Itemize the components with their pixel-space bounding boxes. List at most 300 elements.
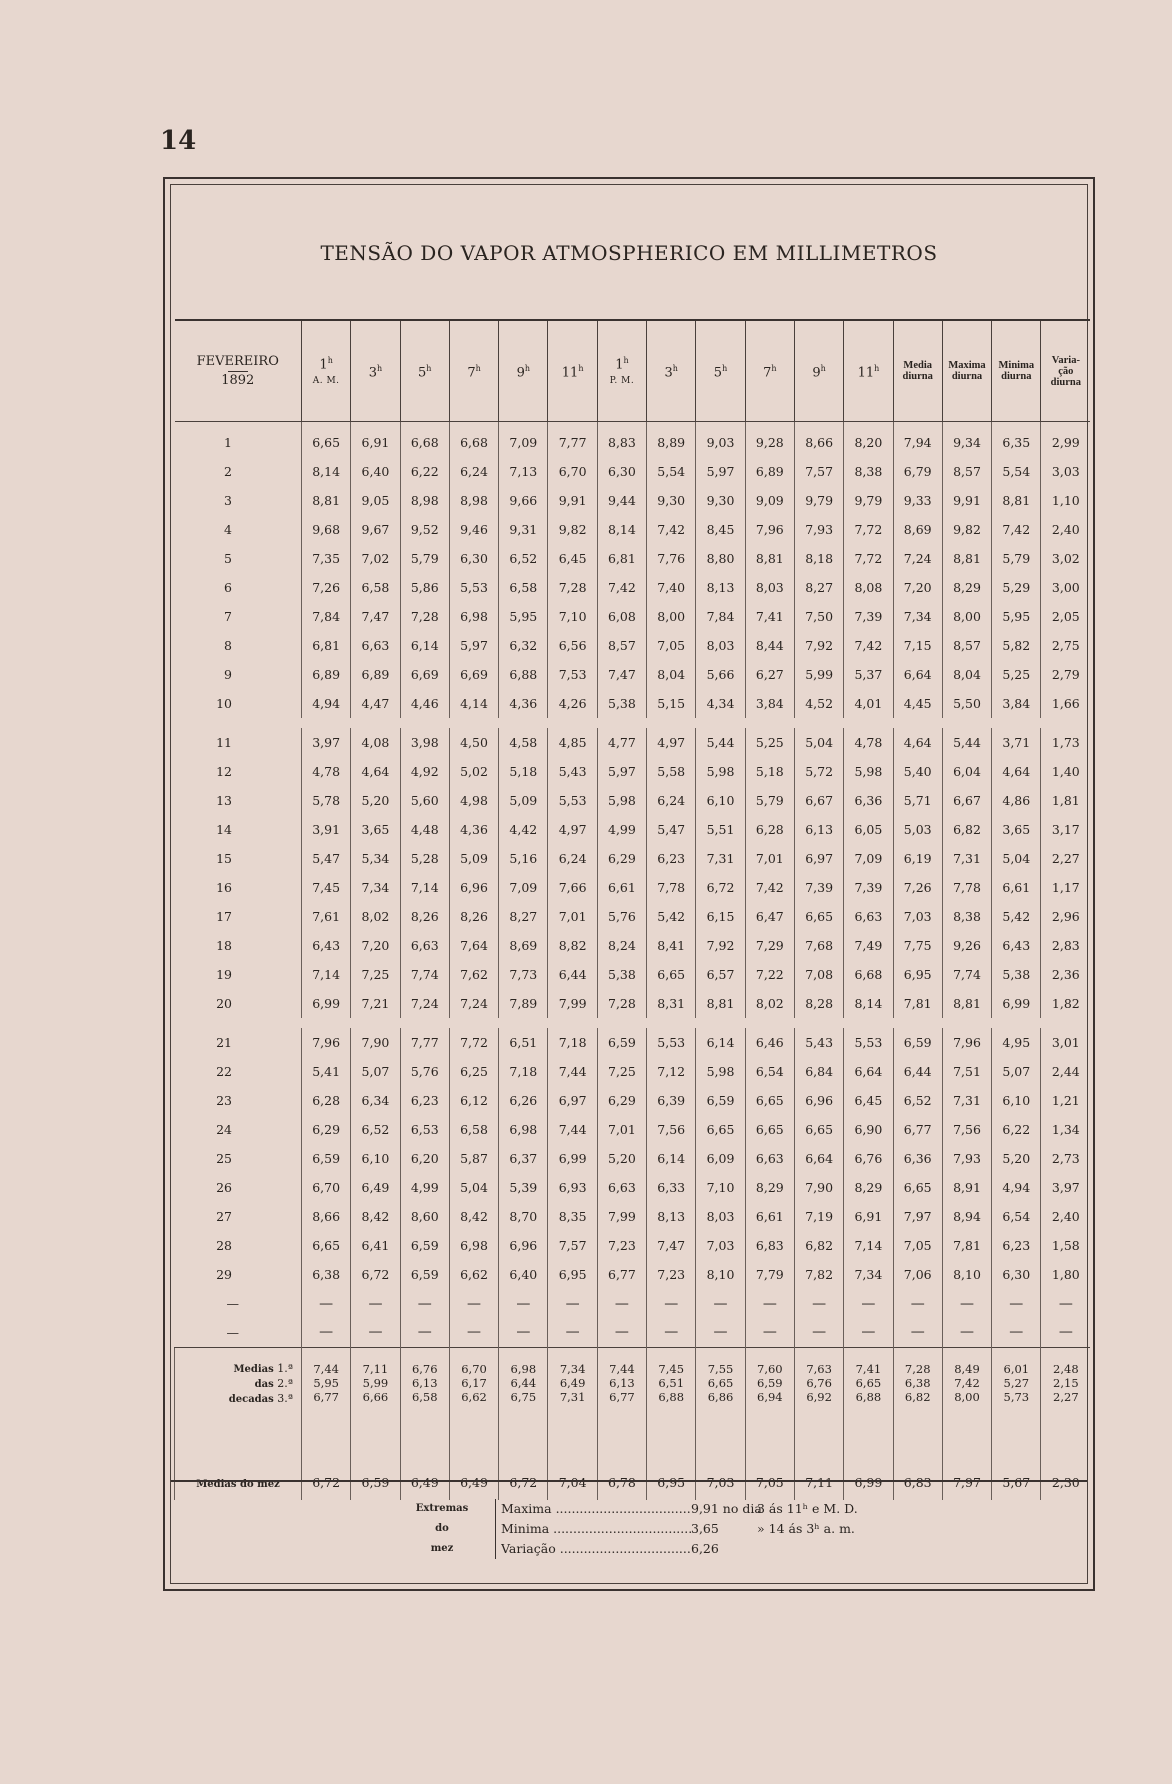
day-cell: 7 (224, 609, 232, 624)
dash-cell: — (893, 1289, 942, 1318)
table-row (175, 660, 1091, 689)
decade-means-label: Medias 1.ª das 2.ª decadas 3.ª (175, 1347, 302, 1428)
value-cell: 6,49 (351, 1173, 400, 1202)
value-cell: 7,42 (745, 873, 794, 902)
value-cell: 6,95 (548, 1260, 597, 1289)
value-cell: 6,96 (499, 1231, 548, 1260)
dash-cell: — (696, 1318, 745, 1347)
value-cell: 5,42 (992, 902, 1041, 931)
value-cell: 6,82 (794, 1231, 843, 1260)
value-cell: 7,12 (647, 1057, 696, 1086)
value-cell: 7,49 (844, 931, 893, 960)
value-cell: 9,66 (499, 486, 548, 515)
value-cell: 2,79 (1041, 660, 1090, 689)
value-cell: 6,33 (647, 1173, 696, 1202)
value-cell: 6,52 (351, 1115, 400, 1144)
value-cell: 7,56 (647, 1115, 696, 1144)
value-cell: 8,28 (794, 989, 843, 1018)
value-cell: 6,67 (942, 786, 991, 815)
value-cell: 9,52 (400, 515, 449, 544)
table-inner-frame (170, 184, 1088, 1584)
value-cell: 8,81 (992, 486, 1041, 515)
extreme-variacao-value: 6,26 (691, 1541, 719, 1556)
value-cell: 6,64 (893, 660, 942, 689)
value-cell: 3,03 (1041, 457, 1090, 486)
value-cell: 7,26 (893, 873, 942, 902)
value-cell: 6,82 (942, 815, 991, 844)
value-cell: 7,35 (302, 544, 351, 573)
value-cell: 6,65 (794, 1115, 843, 1144)
value-cell: 2,99 (1041, 428, 1090, 457)
vapor-tension-table (174, 319, 1090, 1500)
value-cell: 5,43 (548, 757, 597, 786)
value-cell: 6,61 (597, 873, 646, 902)
dash-cell: — (499, 1318, 548, 1347)
value-cell: 6,93 (548, 1173, 597, 1202)
value-cell: 4,99 (597, 815, 646, 844)
value-cell: 7,96 (942, 1028, 991, 1057)
value-cell: 8,57 (942, 631, 991, 660)
value-cell: 8,08 (844, 573, 893, 602)
day-cell: 14 (216, 822, 232, 837)
dash-cell: — (794, 1289, 843, 1318)
value-cell: 9,26 (942, 931, 991, 960)
table-header-row (175, 320, 1091, 422)
value-cell: 4,45 (893, 689, 942, 718)
value-cell: 7,97 (893, 1202, 942, 1231)
value-cell: 9,67 (351, 515, 400, 544)
value-cell: 6,09 (696, 1144, 745, 1173)
value-cell: 7,05 (647, 631, 696, 660)
table-body (175, 422, 1091, 1500)
value-cell: 2,40 (1041, 1202, 1090, 1231)
value-cell: 7,62 (449, 960, 498, 989)
value-cell: 7,96 (745, 515, 794, 544)
value-cell: 5,76 (597, 902, 646, 931)
value-cell: 5,51 (696, 815, 745, 844)
extreme-minima-value: 3,65 (691, 1521, 719, 1536)
dash-cell: — (226, 1324, 239, 1340)
dash-cell: — (844, 1318, 893, 1347)
value-cell: 4,48 (400, 815, 449, 844)
month-mean-cell: 7,11 (794, 1428, 843, 1500)
value-cell: 5,09 (499, 786, 548, 815)
day-cell: 8 (224, 638, 232, 653)
value-cell: 1,58 (1041, 1231, 1090, 1260)
value-cell: 4,14 (449, 689, 498, 718)
value-cell: 7,72 (449, 1028, 498, 1057)
day-cell: 1 (224, 435, 232, 450)
day-cell: 9 (224, 667, 232, 682)
value-cell: 6,41 (351, 1231, 400, 1260)
day-cell: 3 (224, 493, 232, 508)
dash-cell: — (548, 1318, 597, 1347)
value-cell: 6,67 (794, 786, 843, 815)
extremes-label-3: mez (430, 1543, 454, 1554)
value-cell: 4,99 (400, 1173, 449, 1202)
value-cell: 9,03 (696, 428, 745, 457)
day-cell: 13 (216, 793, 232, 808)
value-cell: 6,15 (696, 902, 745, 931)
extreme-maxima-value: 9,91 no dia (691, 1501, 762, 1516)
hour-header-5: 9$^h$ (499, 320, 548, 422)
value-cell: 8,29 (942, 573, 991, 602)
value-cell: 6,95 (893, 960, 942, 989)
dash-cell: — (548, 1289, 597, 1318)
value-cell: 8,80 (696, 544, 745, 573)
value-cell: 7,39 (844, 873, 893, 902)
month-mean-cell: 7,04 (548, 1428, 597, 1500)
value-cell: 5,09 (449, 844, 498, 873)
day-cell: 29 (216, 1267, 232, 1282)
value-cell: 5,71 (893, 786, 942, 815)
value-cell: 7,76 (647, 544, 696, 573)
value-cell: 5,53 (548, 786, 597, 815)
value-cell: 6,28 (302, 1086, 351, 1115)
value-cell: 6,08 (597, 602, 646, 631)
value-cell: 7,28 (548, 573, 597, 602)
table-title: TENSÃO DO VAPOR ATMOSPHERICO EM MILLIMETROS (320, 241, 938, 265)
value-cell: 2,96 (1041, 902, 1090, 931)
value-cell: 6,64 (794, 1144, 843, 1173)
value-cell: 3,01 (1041, 1028, 1090, 1057)
value-cell: 5,20 (992, 1144, 1041, 1173)
value-cell: 7,79 (745, 1260, 794, 1289)
value-cell: 6,84 (794, 1057, 843, 1086)
value-cell: 9,68 (302, 515, 351, 544)
table-row (175, 728, 1091, 757)
value-cell: 6,97 (794, 844, 843, 873)
table-row (175, 602, 1091, 631)
value-cell: 9,09 (745, 486, 794, 515)
dash-cell: — (400, 1289, 449, 1318)
value-cell: 3,65 (351, 815, 400, 844)
value-cell: 7,77 (400, 1028, 449, 1057)
value-cell: 7,01 (597, 1115, 646, 1144)
value-cell: 8,13 (696, 573, 745, 602)
value-cell: 6,24 (647, 786, 696, 815)
value-cell: 9,30 (696, 486, 745, 515)
value-cell: 7,74 (400, 960, 449, 989)
day-cell: 23 (216, 1093, 232, 1108)
value-cell: 7,05 (893, 1231, 942, 1260)
value-cell: 7,28 (597, 989, 646, 1018)
value-cell: 6,97 (548, 1086, 597, 1115)
month-mean-cell: 7,05 (745, 1428, 794, 1500)
value-cell: 7,23 (647, 1260, 696, 1289)
value-cell: 8,29 (844, 1173, 893, 1202)
value-cell: 3,65 (992, 815, 1041, 844)
value-cell: 4,78 (844, 728, 893, 757)
value-cell: 6,14 (400, 631, 449, 660)
value-cell: 2,27 (1041, 844, 1090, 873)
value-cell: 6,29 (597, 1086, 646, 1115)
month-mean-cell: 6,49 (400, 1428, 449, 1500)
day-cell: 11 (216, 735, 232, 750)
hour-header-4: 7$^h$ (449, 320, 498, 422)
value-cell: 7,51 (942, 1057, 991, 1086)
value-cell: 6,65 (794, 902, 843, 931)
value-cell: 5,79 (400, 544, 449, 573)
value-cell: 4,52 (794, 689, 843, 718)
value-cell: 6,89 (745, 457, 794, 486)
value-cell: 4,64 (893, 728, 942, 757)
hour-header-6: 11$^h$ (548, 320, 597, 422)
day-cell: 18 (216, 938, 232, 953)
value-cell: 6,58 (499, 573, 548, 602)
month-mean-cell: 6,95 (647, 1428, 696, 1500)
value-cell: 6,12 (449, 1086, 498, 1115)
value-cell: 7,81 (893, 989, 942, 1018)
value-cell: 6,79 (893, 457, 942, 486)
value-cell: 4,78 (302, 757, 351, 786)
value-cell: 7,08 (794, 960, 843, 989)
value-cell: 6,81 (302, 631, 351, 660)
value-cell: 1,17 (1041, 873, 1090, 902)
value-cell: 7,45 (302, 873, 351, 902)
value-cell: 5,20 (351, 786, 400, 815)
value-cell: 4,97 (548, 815, 597, 844)
value-cell: 6,64 (844, 1057, 893, 1086)
value-cell: 6,70 (302, 1173, 351, 1202)
day-cell: 28 (216, 1238, 232, 1253)
dash-cell: — (302, 1318, 351, 1347)
month-mean-cell: 5,67 (992, 1428, 1041, 1500)
value-cell: 3,97 (1041, 1173, 1090, 1202)
value-cell: 5,47 (647, 815, 696, 844)
value-cell: 7,61 (302, 902, 351, 931)
value-cell: 7,68 (794, 931, 843, 960)
value-cell: 7,18 (499, 1057, 548, 1086)
value-cell: 8,29 (745, 1173, 794, 1202)
value-cell: 5,47 (302, 844, 351, 873)
value-cell: 7,94 (893, 428, 942, 457)
decade-mean-cell: 7,34 6,49 7,31 (548, 1347, 597, 1428)
value-cell: 6,25 (449, 1057, 498, 1086)
value-cell: 7,31 (942, 1086, 991, 1115)
value-cell: 6,63 (844, 902, 893, 931)
value-cell: 7,14 (400, 873, 449, 902)
value-cell: 6,96 (449, 873, 498, 902)
value-cell: 5,50 (942, 689, 991, 718)
value-cell: 5,07 (351, 1057, 400, 1086)
value-cell: 7,14 (844, 1231, 893, 1260)
day-cell: 24 (216, 1122, 232, 1137)
value-cell: 3,71 (992, 728, 1041, 757)
value-cell: 5,25 (745, 728, 794, 757)
value-cell: 6,98 (499, 1115, 548, 1144)
value-cell: 7,47 (351, 602, 400, 631)
extreme-maxima-row (501, 1499, 1061, 1519)
value-cell: 6,63 (400, 931, 449, 960)
value-cell: 6,69 (400, 660, 449, 689)
dash-cell: — (597, 1289, 646, 1318)
value-cell: 8,44 (745, 631, 794, 660)
value-cell: 6,27 (745, 660, 794, 689)
value-cell: 6,90 (844, 1115, 893, 1144)
value-cell: 6,35 (992, 428, 1041, 457)
value-cell: 6,22 (992, 1115, 1041, 1144)
table-frame (163, 177, 1095, 1591)
dash-cell: — (992, 1289, 1041, 1318)
value-cell: 5,37 (844, 660, 893, 689)
extreme-maxima-name: Maxima ..... (501, 1499, 691, 1519)
value-cell: 2,83 (1041, 931, 1090, 960)
value-cell: 6,28 (745, 815, 794, 844)
value-cell: 4,64 (351, 757, 400, 786)
value-cell: 3,17 (1041, 815, 1090, 844)
decade-mean-cell: 7,45 6,51 6,88 (647, 1347, 696, 1428)
dash-cell: — (745, 1289, 794, 1318)
value-cell: 7,06 (893, 1260, 942, 1289)
value-cell: 7,74 (942, 960, 991, 989)
value-cell: 4,46 (400, 689, 449, 718)
value-cell: 5,40 (893, 757, 942, 786)
media-diurna-header: Media diurna (893, 320, 942, 422)
table-row (175, 902, 1091, 931)
value-cell: 5,02 (449, 757, 498, 786)
value-cell: 5,97 (597, 757, 646, 786)
value-cell: 9,05 (351, 486, 400, 515)
day-cell: 12 (216, 764, 232, 779)
value-cell: 6,44 (548, 960, 597, 989)
value-cell: 8,38 (844, 457, 893, 486)
value-cell: 7,24 (893, 544, 942, 573)
value-cell: 6,23 (400, 1086, 449, 1115)
value-cell: 8,82 (548, 931, 597, 960)
value-cell: 6,04 (942, 757, 991, 786)
value-cell: 7,92 (696, 931, 745, 960)
value-cell: 8,94 (942, 1202, 991, 1231)
dash-cell: — (1041, 1289, 1090, 1318)
extreme-minima-row (501, 1519, 1061, 1539)
value-cell: 5,87 (449, 1144, 498, 1173)
value-cell: 6,63 (745, 1144, 794, 1173)
dash-cell: — (597, 1318, 646, 1347)
decade-mean-cell: 7,41 6,65 6,88 (844, 1347, 893, 1428)
value-cell: 7,15 (893, 631, 942, 660)
hour-header-11: 9$^h$ (794, 320, 843, 422)
value-cell: 8,66 (794, 428, 843, 457)
value-cell: 7,77 (548, 428, 597, 457)
hour-header-7: 1$^h$ P. M. (597, 320, 646, 422)
decade-mean-cell: 6,76 6,13 6,58 (400, 1347, 449, 1428)
value-cell: 6,40 (351, 457, 400, 486)
value-cell: 6,72 (696, 873, 745, 902)
value-cell: 7,10 (548, 602, 597, 631)
value-cell: 4,97 (647, 728, 696, 757)
value-cell: 6,63 (597, 1173, 646, 1202)
value-cell: 5,79 (745, 786, 794, 815)
value-cell: 7,82 (794, 1260, 843, 1289)
value-cell: 6,30 (597, 457, 646, 486)
value-cell: 5,38 (992, 960, 1041, 989)
table-row (175, 786, 1091, 815)
dash-cell: — (449, 1289, 498, 1318)
value-cell: 7,24 (400, 989, 449, 1018)
value-cell: 3,91 (302, 815, 351, 844)
value-cell: 7,99 (548, 989, 597, 1018)
dash-cell: — (449, 1318, 498, 1347)
value-cell: 6,59 (597, 1028, 646, 1057)
value-cell: 4,95 (992, 1028, 1041, 1057)
value-cell: 6,45 (844, 1086, 893, 1115)
value-cell: 7,01 (548, 902, 597, 931)
value-cell: 7,31 (942, 844, 991, 873)
value-cell: 5,78 (302, 786, 351, 815)
value-cell: 8,81 (302, 486, 351, 515)
value-cell: 6,34 (351, 1086, 400, 1115)
value-cell: 4,58 (499, 728, 548, 757)
value-cell: 6,10 (992, 1086, 1041, 1115)
value-cell: 5,97 (696, 457, 745, 486)
value-cell: 8,57 (942, 457, 991, 486)
value-cell: 9,31 (499, 515, 548, 544)
value-cell: 5,15 (647, 689, 696, 718)
dash-cell: — (351, 1289, 400, 1318)
value-cell: 7,78 (647, 873, 696, 902)
value-cell: 5,28 (400, 844, 449, 873)
value-cell: 5,04 (449, 1173, 498, 1202)
value-cell: 8,81 (942, 989, 991, 1018)
month-year-header (175, 320, 302, 422)
value-cell: 6,43 (302, 931, 351, 960)
value-cell: 5,07 (992, 1057, 1041, 1086)
value-cell: 6,65 (893, 1173, 942, 1202)
hour-header-10: 7$^h$ (745, 320, 794, 422)
value-cell: 9,82 (548, 515, 597, 544)
value-cell: 5,98 (597, 786, 646, 815)
value-cell: 8,69 (893, 515, 942, 544)
extremes-label-2: do (435, 1523, 449, 1534)
day-cell: 10 (216, 696, 232, 711)
dash-cell: — (302, 1289, 351, 1318)
value-cell: 4,42 (499, 815, 548, 844)
value-cell: 7,13 (499, 457, 548, 486)
value-cell: 6,99 (548, 1144, 597, 1173)
value-cell: 5,20 (597, 1144, 646, 1173)
value-cell: 7,78 (942, 873, 991, 902)
value-cell: 5,82 (992, 631, 1041, 660)
value-cell: 3,00 (1041, 573, 1090, 602)
table-row (175, 428, 1091, 457)
value-cell: 6,98 (449, 602, 498, 631)
value-cell: 6,70 (548, 457, 597, 486)
value-cell: 8,89 (647, 428, 696, 457)
value-cell: 5,38 (597, 960, 646, 989)
value-cell: 2,05 (1041, 602, 1090, 631)
value-cell: 6,62 (449, 1260, 498, 1289)
value-cell: 7,10 (696, 1173, 745, 1202)
value-cell: 7,34 (893, 602, 942, 631)
value-cell: 5,53 (647, 1028, 696, 1057)
hour-header-2: 3$^h$ (351, 320, 400, 422)
value-cell: 6,59 (302, 1144, 351, 1173)
value-cell: 1,82 (1041, 989, 1090, 1018)
value-cell: 8,42 (449, 1202, 498, 1231)
value-cell: 1,73 (1041, 728, 1090, 757)
decade-mean-cell: 7,11 5,99 6,66 (351, 1347, 400, 1428)
value-cell: 6,30 (992, 1260, 1041, 1289)
value-cell: 5,25 (992, 660, 1041, 689)
table-row (175, 931, 1091, 960)
value-cell: 6,10 (351, 1144, 400, 1173)
page-number: 14 (160, 126, 197, 156)
value-cell: 7,25 (597, 1057, 646, 1086)
dash-cell: — (794, 1318, 843, 1347)
value-cell: 6,23 (647, 844, 696, 873)
value-cell: 8,14 (844, 989, 893, 1018)
